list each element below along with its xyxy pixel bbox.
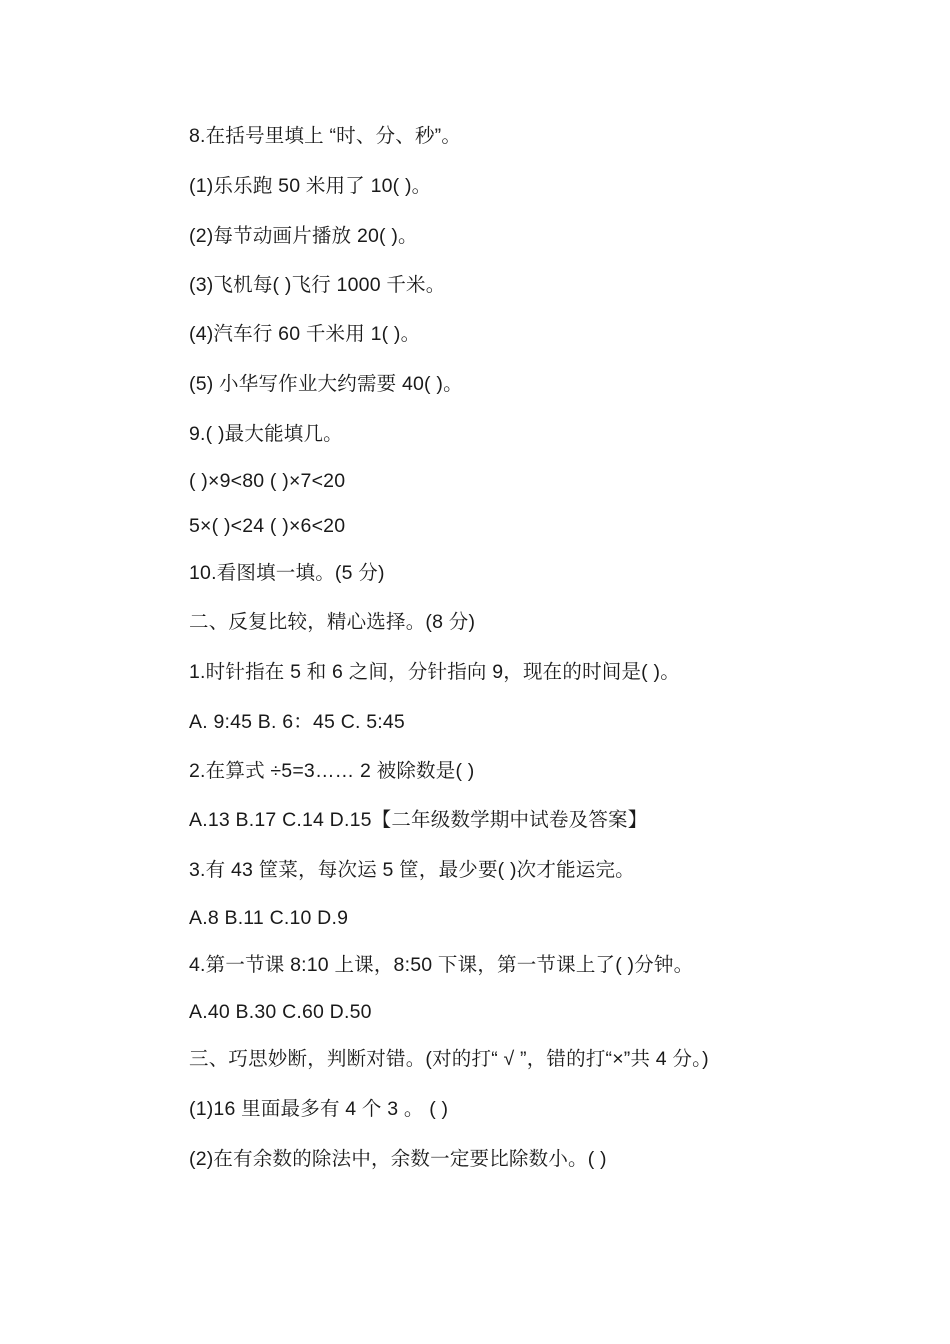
choice-question-4: 4.第一节课 8:10 上课，8:50 下课，第一节课上了( )分钟。 [189,954,694,976]
question-8-item-1: (1)乐乐跑 50 米用了 10( )。 [189,175,432,197]
judge-question-1: (1)16 里面最多有 4 个 3 。 ( ) [189,1098,449,1120]
question-9-row-2: 5×( )<24 ( )×6<20 [189,515,346,537]
choice-question-2-options: A.13 B.17 C.14 D.15【二年级数学期中试卷及答案】 [189,809,648,831]
judge-question-2: (2)在有余数的除法中，余数一定要比除数小。( ) [189,1148,607,1170]
choice-question-2: 2.在算式 ÷5=3…… 2 被除数是( ) [189,760,475,782]
question-8-item-4: (4)汽车行 60 千米用 1( )。 [189,323,421,345]
question-8-item-5: (5) 小华写作业大约需要 40( )。 [189,373,463,395]
choice-question-1-options: A. 9:45 B. 6：45 C. 5:45 [189,711,405,733]
question-9-heading: 9.( )最大能填几。 [189,423,343,445]
choice-question-3: 3.有 43 筐菜，每次运 5 筐，最少要( )次才能运完。 [189,859,635,881]
question-8-item-2: (2)每节动画片播放 20( )。 [189,225,418,247]
choice-question-4-options: A.40 B.30 C.60 D.50 [189,1001,372,1023]
section-3-heading: 三、巧思妙断，判断对错。(对的打“ √ ”，错的打“×”共 4 分。) [189,1048,709,1070]
question-9-row-1: ( )×9<80 ( )×7<20 [189,470,346,492]
section-2-heading: 二、反复比较，精心选择。(8 分) [189,611,476,633]
question-8-item-3: (3)飞机每( )飞行 1000 千米。 [189,274,446,296]
choice-question-3-options: A.8 B.11 C.10 D.9 [189,907,349,929]
choice-question-1: 1.时针指在 5 和 6 之间，分针指向 9，现在的时间是( )。 [189,661,680,683]
question-8-heading: 8.在括号里填上 “时、分、秒”。 [189,125,462,147]
question-10-heading: 10.看图填一填。(5 分) [189,562,385,584]
